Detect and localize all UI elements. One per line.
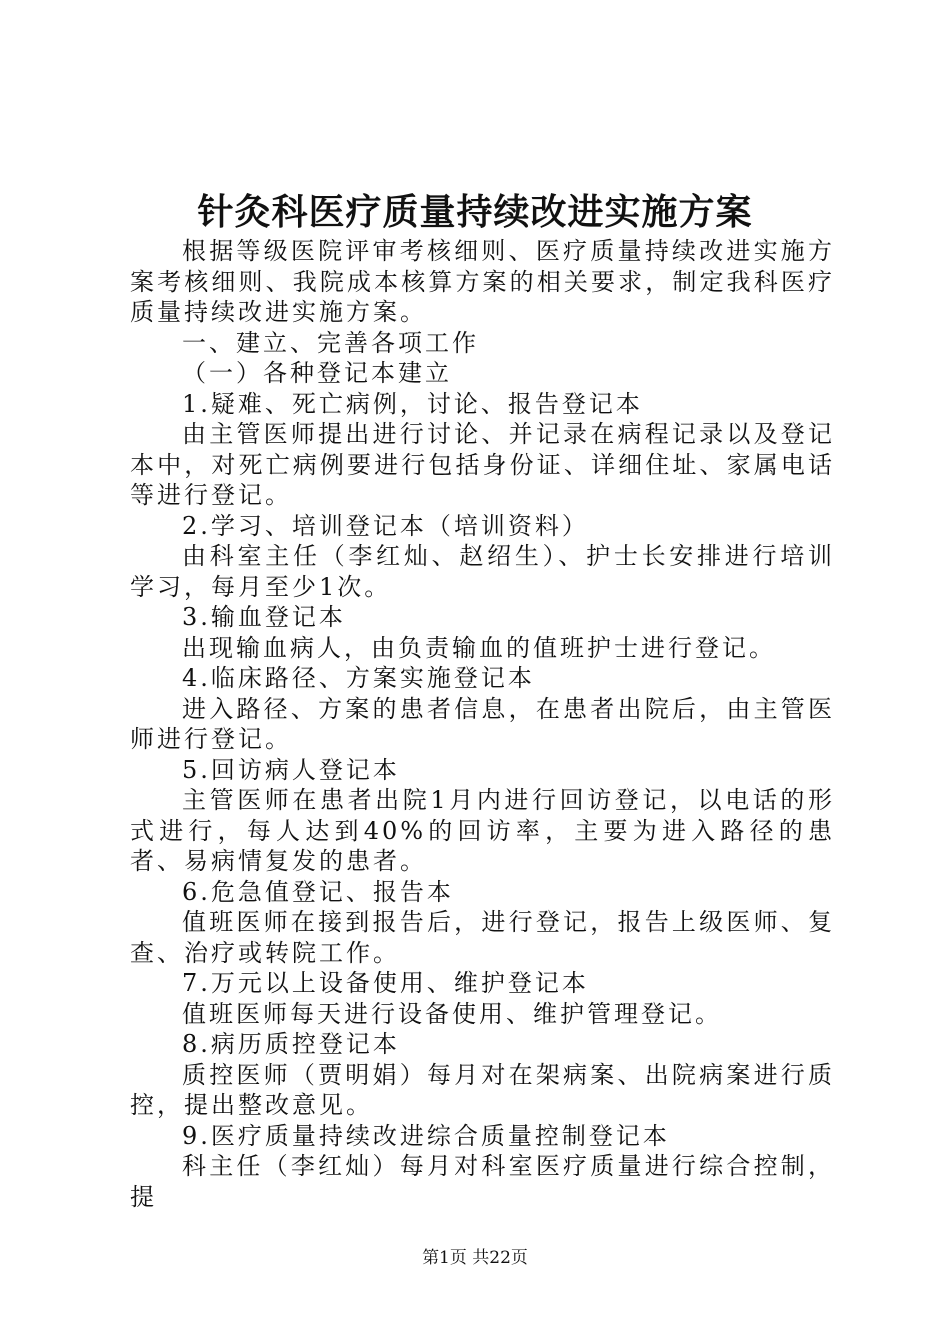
paragraph: 由主管医师提出进行讨论、并记录在病程记录以及登记本中，对死亡病例要进行包括身份证、详细住址、家属电话等进行登记。 [130, 420, 835, 509]
item-heading: 7.万元以上设备使用、维护登记本 [182, 969, 589, 997]
document-body [130, 236, 835, 1212]
paragraph: 进入路径、方案的患者信息，在患者出院后，由主管医师进行登记。 [130, 694, 835, 753]
paragraph: 出现输血病人，由负责输血的值班护士进行登记。 [182, 633, 776, 662]
paragraph: 主管医师在患者出院1月内进行回访登记，以电话的形式进行，每人达到40%的回访率，主要为进入路径的患者、易病情复发的患者。 [130, 786, 835, 875]
page-footer: 第1页 共22页 [422, 1248, 528, 1268]
document-title: 针灸科医疗质量持续改进实施方案 [197, 192, 753, 233]
item-heading: 2.学习、培训登记本（培训资料） [182, 511, 589, 540]
item-heading: 1.疑难、死亡病例，讨论、报告登记本 [182, 389, 643, 418]
item-heading: 9.医疗质量持续改进综合质量控制登记本 [182, 1121, 670, 1150]
item-heading: 3.输血登记本 [182, 603, 346, 631]
paragraph: 值班医师每天进行设备使用、维护管理登记。 [182, 999, 722, 1028]
paragraph: 质控医师（贾明娟）每月对在架病案、出院病案进行质控，提出整改意见。 [130, 1060, 835, 1119]
paragraph: 根据等级医院评审考核细则、医疗质量持续改进实施方案考核细则、我院成本核算方案的相关要求，制定我科医疗质量持续改进实施方案。 [130, 237, 835, 326]
subsection-heading: （一）各种登记本建立 [182, 359, 452, 387]
paragraph: 值班医师在接到报告后，进行登记，报告上级医师、复查、治疗或转院工作。 [130, 908, 835, 967]
paragraph: 科主任（李红灿）每月对科室医疗质量进行综合控制，提 [130, 1152, 835, 1211]
item-heading: 5.回访病人登记本 [182, 755, 400, 784]
item-heading: 4.临床路径、方案实施登记本 [182, 664, 535, 692]
item-heading: 8.病历质控登记本 [182, 1030, 400, 1058]
section-heading: 一、建立、完善各项工作 [182, 328, 479, 357]
paragraph: 由科室主任（李红灿、赵绍生）、护士长安排进行培训学习，每月至少1次。 [130, 542, 835, 601]
item-heading: 6.危急值登记、报告本 [182, 877, 454, 906]
